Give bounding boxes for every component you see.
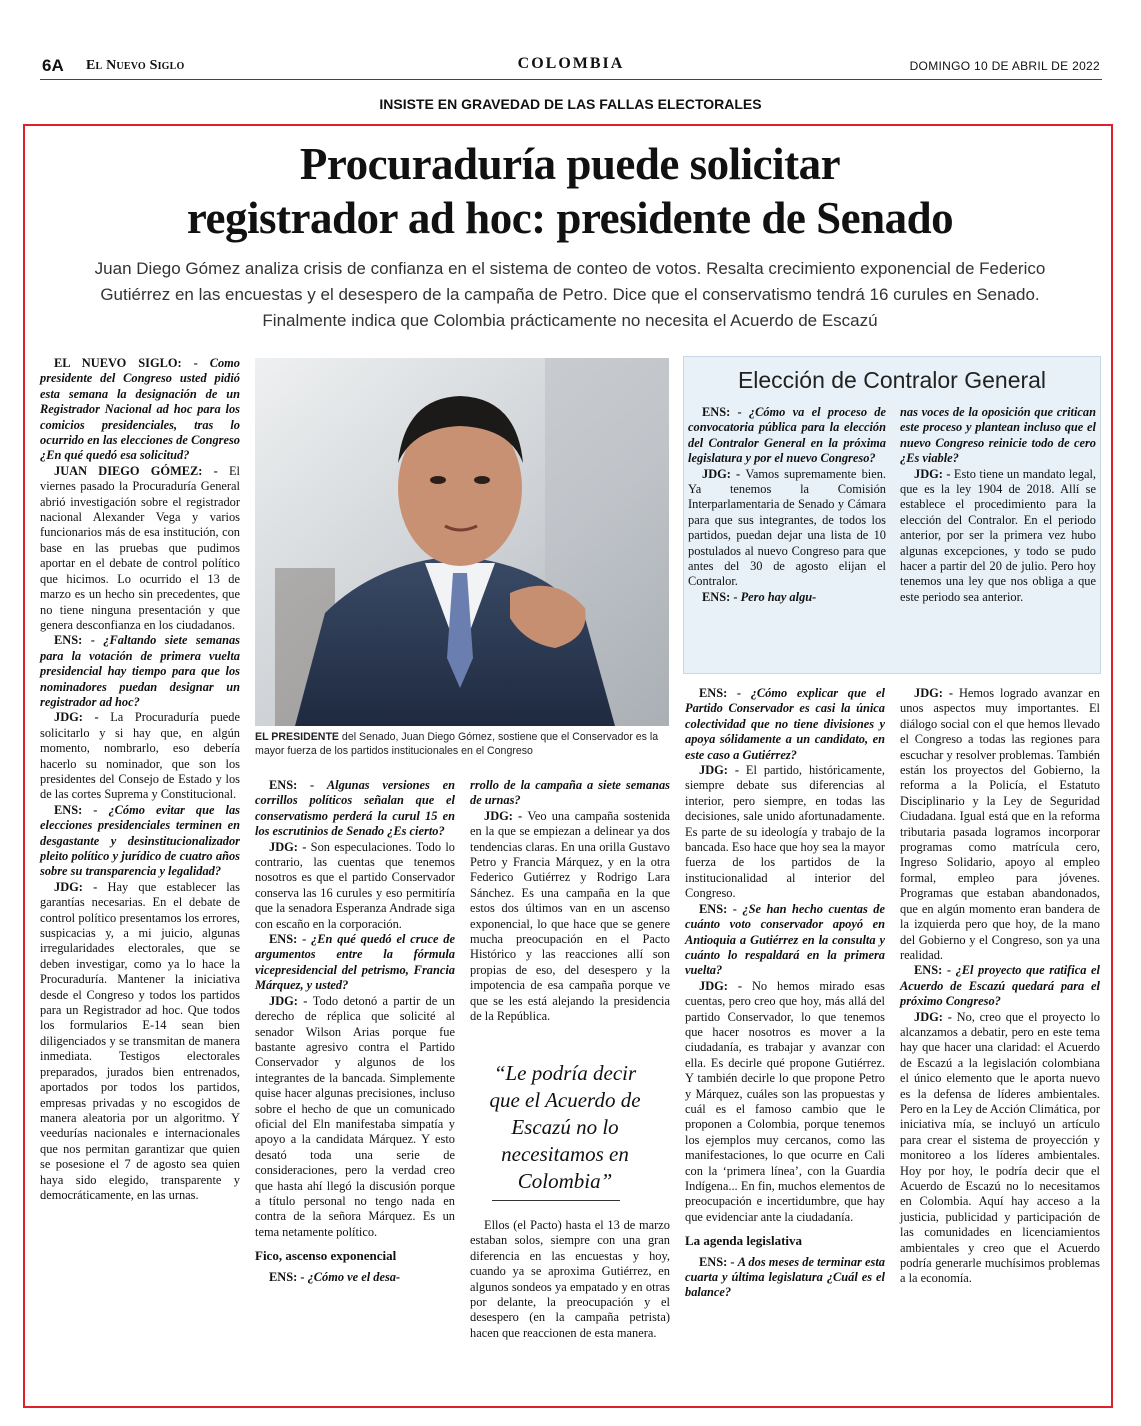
question: ¿Cómo explicar que el Partido Conservador es casi la única colectividad que no tiene divisiones y apoya sólidamente a un candidato, en este caso a Gutiérrez? [685,686,885,762]
speaker-label: ENS: - [699,1254,738,1269]
paragraph [688,467,886,590]
newspaper-name: El Nuevo Siglo [86,58,185,73]
question: A dos meses de terminar esta cuarta y última legislatura ¿Cuál es el balance? [685,1254,885,1300]
question: Pero hay algu- [740,589,817,604]
dek-line-2: Gutiérrez en las encuestas y el desespero de la campaña de Petro. Dice que el conservatismo tendrá 16 curules en Senado. [100,285,1040,304]
paragraph [688,590,886,605]
speaker-label: JDG: - [702,466,746,481]
speaker-label: JDG: - [914,1009,957,1024]
sidebar-column-1 [688,405,886,605]
speaker-label: ENS: - [699,901,743,916]
column-1 [40,356,240,1203]
speaker-label: ENS: - [914,963,956,978]
answer: Hemos logrado avanzar en unos aspectos muy importantes. El diálogo social con el que hemos llevado el Congreso a todas las regiones para escuchar y resolver problemas. También están los proyectos del Gobierno, la reforma a la Policía, el Estatuto Disciplinario y la Ley de Seguridad Ciudadana. Igual está que en la reforma tributaria pasada logramos incorporar programas como matrícula cero, Ingreso Solidario, apoyo al empleo formal, empleo para jóvenes. Programas que estaban abandonados, que en algún momento eran bandera de la izquierda pero que hoy, de la mano del Gobierno y el Congreso, son ya una realidad. [900,686,1100,962]
speaker-label: JDG: - [54,879,108,894]
speaker-label: ENS: - [702,405,749,419]
speaker-label: ENS: - [54,633,104,648]
answer: La Procuraduría puede solicitarlo y si hay que, en algún momento, nombrarlo, eso debería hacerlo su nominador, que son los presidentes del Consejo de Estado y los de las cortes Suprema y Constitucional. [40,710,241,802]
page-number: 6A [42,56,64,75]
headline-line-2: registrador ad hoc: presidente de Senado [186,193,954,243]
speaker-label: JUAN DIEGO GÓMEZ: - [54,463,229,478]
page-header [40,50,1102,80]
subhead: Fico, ascenso exponencial [255,1248,397,1264]
paragraph [40,633,240,710]
question: ¿En qué quedó el cruce de argumentos entre la fórmula vicepresidencial del petrismo, Francia Márquez, y usted? [255,932,455,993]
dek-line-3: Finalmente indica que Colombia prácticamente no necesita el Acuerdo de Escazú [262,311,878,330]
question: ¿Faltando siete semanas para la votación de primera vuelta presidencial hay tiempo para que los nominadores puedan designar un registrador ad hoc? [40,633,240,709]
answer: Veo una campaña sostenida en la que se empiezan a delinear ya dos tendencias claras. En una orilla Gustavo Petro y Francia Márquez, y en la otra Federico Gutiérrez y Rodrigo Lara Sánchez. Es una campaña en la que estos dos últimos van en un ascenso exponencial, lo que hace que se genere mucha preocupación en el Pacto Histórico y las reacciones allí son propias de eso, del desespero y la impotencia de esa campaña porque ve que se les está alejando la presidencia de la República. [470,808,671,1024]
answer: Hay que establecer las garantías necesarias. En el debate de control político presentamos los errores, suspicacias y, a mi juicio, algunas irregularidades electorales, que se deben investigar, como ya lo hace la Procuraduría. Mantener la iniciativa desde el Congreso y todos los partidos para un Registrador ad hoc. Que todos los formularios E-14 sean bien diligenciados y se transmitan de manera inmediata. Testigos electorales preparados, jurados bien entrenados, aportados por todos los partidos, empresas privadas y no escogidos de manera aleatoria por un algoritmo. Y veedurías nacionales e internacionales que nos permitan garantizar que quien se posesione el 7 de agosto sea quien haya sido elegido, transparente y democráticamente, en las urnas. [40,879,241,1202]
subhead: La agenda legislativa [685,1233,803,1249]
question: ¿Se han hecho cuentas de cuánto voto conservador apoyó en Antioquia a Gutiérrez en la consulta y cuánto lo respaldará en la primera vuelta? [685,901,885,978]
speaker-label: JDG: - [269,839,311,854]
answer: No, creo que el proyecto lo alcanzamos a debatir, pero en este tema hay que hacer una claridad: el Acuerdo de Escazú a la legislación colombiana el único elemento que le aporta nuevo es la defensa de líderes ambientales. Pero en la Ley de Acción Climática, por iniciativa mía, se incluyó un artículo para crear el sistema de proyección y monitoreo a los líderes ambientales. Hoy por hoy, le podría decir que el Acuerdo de Escazú no lo necesitamos en Colombia. Aquí hay acceso a la justicia, publicidad y participación de las comunidades en licenciamientos ambientales y creo que el Acuerdo podría generarle muchísimos problemas a la economía. [900,1009,1101,1286]
paragraph [685,902,885,979]
question: ¿Cómo evitar que las elecciones presidenciales terminen en desgastante y desinstitucionalizador pleito político y jurídico de cuatro años sobre su transparencia y legalidad? [40,802,240,879]
speaker-label: ENS: - [702,589,741,604]
speaker-label: ENS: - [269,1269,308,1284]
dek-line-1: Juan Diego Gómez analiza crisis de confianza en el sistema de conteo de votos. Resalta crecimiento exponencial de Federico [94,259,1046,278]
column-2 [255,778,455,1285]
paragraph [900,405,1096,467]
speaker-label: EL NUEVO SIGLO: - [54,356,210,370]
paragraph [900,686,1100,963]
paragraph [40,356,240,464]
paragraph [685,1255,885,1301]
speaker-label: JDG: - [269,993,313,1008]
question: ¿Cómo va el proceso de convocatoria pública para la elección del Contralor General en la próxima legislatura y por el nuevo Congreso? [688,405,886,466]
paragraph [470,809,670,1025]
answer: Vamos supremamente bien. Ya tenemos la Comisión Interparlamentaria de Senado y Cámara para que sus integrantes, de todos los partidos, puedan dejar una lista de 10 postulados al nuevo Congreso para que antes del 30 de agosto elijan el Contralor. [688,466,886,589]
portrait-illustration [255,358,669,726]
question: Algunas versiones en corrillos políticos señalan que el conservatismo perderá la curul 15 en los escrutinios de Senado ¿Es cierto? [255,778,455,839]
sidebar-box [683,356,1101,674]
answer: El partido, históricamente, siempre debate sus diferencias al interior, pero siempre, en todas las decisiones, sale unido afortunadamente. Es parte de su ideología y trabajo de la bancada. Eso hace que hoy sea la mayor fuerza de los partidos de la institucionalidad al interior del Congreso. [685,763,885,901]
photo-caption [255,730,669,758]
paragraph [255,778,455,840]
column-3-continued [470,1218,670,1341]
section-name: COLOMBIA [517,55,625,72]
speaker-label: ENS: - [54,802,109,817]
paragraph [688,405,886,467]
column-5 [900,686,1100,1287]
speaker-label: ENS: - [699,686,751,700]
headline [60,137,1080,245]
headline-line-1: Procuraduría puede solicitar [299,139,841,189]
answer: No hemos mirado esas cuentas, pero creo que hoy, más allá del partido Conservador, lo que tenemos que hacer nosotros es mover a la ciudadanía, es trabajar y avanzar con ella. Es decirle qué propone Gutiérrez. Y también decirle lo que propone Petro y Márquez, cuáles son las propuestas y cuál es el famoso cambio que le proponen a Colombia, porque tenemos los ejemplos muy cercanos, como las manifestaciones, lo que ocurre en Cali con la ‘primera línea’, con la Guardia Indígena... En fin, muchos elementos de preocupación e incertidumbre, que hay que evidenciar ante la ciudadanía. [685,978,886,1224]
speaker-label: ENS: - [269,932,312,947]
paragraph [40,880,240,1204]
question: nas voces de la oposición que critican este proceso y plantean incluso que el nuevo Congreso reinicie todo de cero ¿Es viable? [900,405,1096,466]
paragraph [470,778,670,809]
answer: Ellos (el Pacto) hasta el 13 de marzo estaban solos, siempre con una gran diferencia en las encuestas y hoy, cuando ya se aproxima Gutiérrez, en algunos sondeos ya empatado y en otras por delante, la preocupación y el desespero (en la campaña petrista) hacen que reaccionen de esta manera. [470,1218,670,1340]
speaker-label: JDG: - [699,978,752,993]
sidebar-title: Elección de Contralor General [737,367,1047,393]
speaker-label: JDG: - [54,710,111,725]
paragraph [900,963,1100,1009]
sidebar-column-2 [900,405,1096,605]
paragraph [900,1010,1100,1287]
caption-lead: EL PRESIDENTE [255,731,339,743]
speaker-label: JDG: - [914,686,959,700]
pull-quote: “Le podría decir que el Acuerdo de Escazú no lo necesitamos en Colombia” [489,1061,641,1193]
caption-text: del Senado, Juan Diego Gómez, sostiene que el Conservador es la mayor fuerza de los partidos institucionales en el Congreso [255,731,659,757]
speaker-label: JDG: - [484,808,528,823]
paragraph [900,467,1096,606]
question: Como presidente del Congreso usted pidió esta semana la designación de un Registrador Nacional ad hoc para los comicios presidenciales, tras lo ocurrido en las elecciones de Congreso ¿En qué quedó esa solicitud? [40,356,240,463]
paragraph [40,464,240,633]
paragraph [685,686,885,763]
answer: El viernes pasado la Procuraduría General abrió investigación sobre el registrador nacional Alexander Vega y varios funcionarios más de esa institución, con base en las pruebas que pudimos aportar en el debate de control político que hicimos. Lo ocurrido el 13 de marzo es un hecho sin precedentes, que no tiene ninguna presentación y que genera desconfianza en los ciudadanos. [40,463,240,632]
paragraph [40,710,240,802]
answer: Esto tiene un mandato legal, que es la ley 1904 de 2018. Allí se establece el procedimiento para la elección del Contralor. En el periodo anterior, por ser la primera vez hubo algunas excepciones, y todo se pudo hacer a partir del 20 de julio. Pero hoy tenemos una ley que nos obliga a que este periodo sea anterior. [900,466,1096,604]
speaker-label: JDG: - [699,763,746,778]
answer: Todo detonó a partir de un derecho de réplica que solicité al senador Wilson Arias porque fue bastante agresivo contra el Partido Conservador y algunos de los integrantes de la bancada. Simplemente quise hacer algunas precisiones, incluso sobre el hecho de que un comunicado oficial del Eln manifestaba simpatía y apoyo a la candidata Márquez. Y esto desató toda una serie de consideraciones, pero la verdad creo que hasta ahí llegó la discusión porque a título personal no tengo nada en contra de la señora Márquez. Es un tema netamente político. [255,993,456,1239]
pull-quote-rule [492,1200,620,1201]
question: ¿El proyecto que ratifica el Acuerdo de Escazú quedará para el próximo Congreso? [900,963,1100,1009]
question: ¿Cómo ve el desa- [307,1269,401,1284]
paragraph [40,803,240,880]
paragraph [470,1218,670,1341]
column-4 [685,686,885,1301]
paragraph [255,994,455,1241]
kicker: INSISTE EN GRAVEDAD DE LAS FALLAS ELECTORALES [379,96,762,112]
paragraph [685,979,885,1226]
speaker-label: JDG: - [914,466,954,481]
senator-photo [255,358,669,726]
paragraph [685,763,885,902]
paragraph [255,840,455,932]
speaker-label: ENS: - [269,778,327,792]
publication-date: DOMINGO 10 DE ABRIL DE 2022 [909,59,1100,73]
column-3 [470,778,670,1025]
paragraph [255,1270,455,1285]
dek [40,256,1100,334]
paragraph [255,932,455,994]
question: rrollo de la campaña a siete semanas de urnas? [470,778,670,808]
answer: Son especulaciones. Todo lo contrario, las cuentas que tenemos nosotros es que el partido Conservador conserva las 16 curules y eso permitiría que la senadora Esperanza Andrade siga con escaño en la corporación. [255,839,456,931]
